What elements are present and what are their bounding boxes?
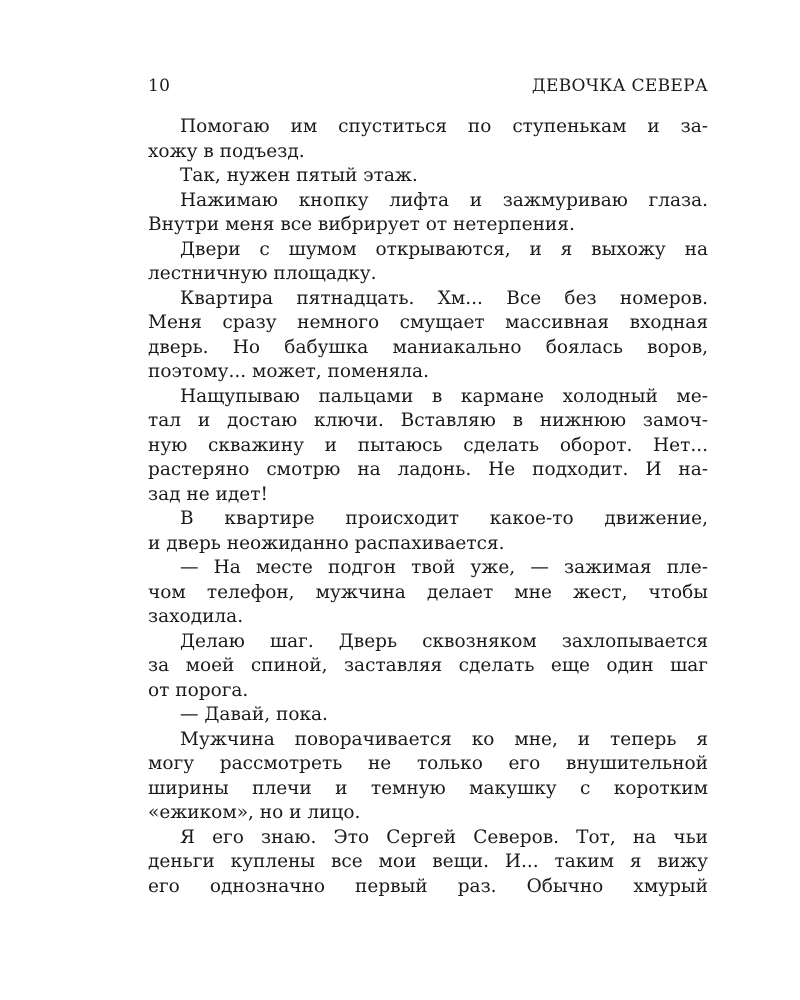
text-line: — На месте подгон твой уже, — зажимая пле- [180,557,708,578]
text-line: за моей спиной, заставляя сделать еще один шаг [148,655,708,676]
text-line: Квартира пятнадцать. Хм... Все без номеров. [180,287,708,309]
text-line: поэтому... может, поменяла. [148,361,429,382]
text-line: чом телефон, мужчина делает мне жест, чтобы [148,581,708,603]
text-line: Я его знаю. Это Сергей Северов. Тот, на чьи [180,826,708,848]
text-line: и дверь неожиданно распахивается. [148,532,505,554]
text-line: зад не идет! [148,483,268,505]
text-line: Меня сразу немного смущает массивная входная [148,312,708,333]
text-line: Мужчина поворачивается ко мне, и теперь я [180,728,708,750]
text-line: хожу в подъезд. [148,140,305,162]
text-line: его однозначно первый раз. Обычно хмурый [148,875,708,897]
text-line: Нажимаю кнопку лифта и зажмуриваю глаза. [180,189,708,211]
text-line: В квартире происходит какое-то движение, [180,508,708,529]
text-line: Делаю шаг. Дверь сквозняком захлопывается [180,630,708,652]
text-line: Двери с шумом открываются, и я выхожу на [180,238,708,260]
text-line: тал и достаю ключи. Вставляю в нижнюю замоч- [148,410,708,431]
text-line: дверь. Но бабушка маниакально боялась воров, [148,336,708,358]
text-line: от порога. [148,679,249,701]
text-line: ширины плечи и темную макушку с коротким [148,777,708,799]
text-line: ную скважину и пытаюсь сделать оборот. Нет... [148,434,708,456]
text-line: лестничную площадку. [148,263,377,284]
page-number: 10 [148,76,171,96]
running-title: ДЕВОЧКА СЕВЕРА [531,76,708,96]
text-line: Помогаю им спуститься по ступенькам и за- [180,116,708,137]
text-line: заходила. [148,606,244,627]
text-line: — Давай, пока. [180,704,328,725]
body-text [148,115,708,899]
page-header [148,76,708,102]
text-line: Внутри меня все вибрирует от нетерпения. [148,214,575,235]
text-line: Нащупываю пальцами в кармане холодный ме- [180,385,708,407]
text-line: растеряно смотрю на ладонь. Не подходит. И на- [148,459,708,480]
text-line: могу рассмотреть не только его внушительной [148,753,708,774]
text-line: Так, нужен пятый этаж. [180,165,418,186]
text-line: деньги куплены все мои вещи. И... таким я вижу [148,851,708,872]
text-line: «ежиком», но и лицо. [148,802,361,823]
